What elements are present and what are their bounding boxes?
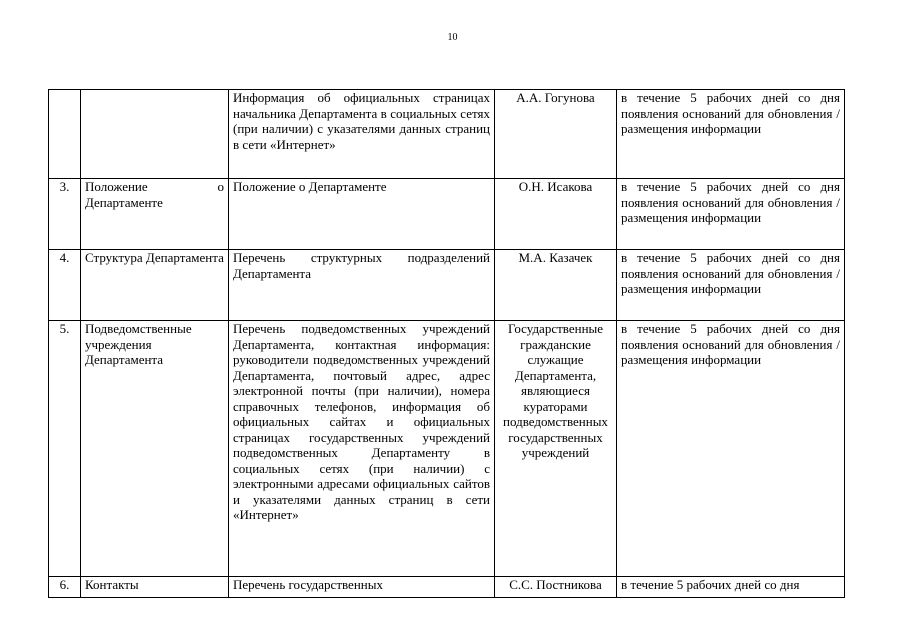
table-row [49, 179, 845, 250]
content-description: Информация об официальных страницах начальника Департамента в социальных сетях (при наличии) с указателями данных страниц в сети «Интернет» [229, 90, 495, 179]
document-table [48, 89, 845, 598]
row-number [49, 90, 81, 179]
responsible-person: О.Н. Исакова [495, 179, 617, 250]
content-description: Перечень структурных подразделений Департамента [229, 250, 495, 321]
deadline: в течение 5 рабочих дней со дня появления оснований для обновления /размещения информации [617, 90, 845, 179]
deadline: в течение 5 рабочих дней со дня появления оснований для обновления /размещения информации [617, 179, 845, 250]
section-name: Подведомственные учреждения Департамента [81, 321, 229, 577]
table-row [49, 90, 845, 179]
page-number: 10 [447, 32, 458, 43]
deadline: в течение 5 рабочих дней со дня появления оснований для обновления /размещения информации [617, 321, 845, 577]
section-name: Положение о Департаменте [81, 179, 229, 250]
row-number: 5. [49, 321, 81, 577]
responsible-person: М.А. Казачек [495, 250, 617, 321]
table-row [49, 577, 845, 598]
row-number: 4. [49, 250, 81, 321]
section-name [81, 90, 229, 179]
table-row [49, 321, 845, 577]
content-description: Перечень государственных [229, 577, 495, 598]
section-name: Структура Департамента [81, 250, 229, 321]
responsible-person: А.А. Гогунова [495, 90, 617, 179]
table-row [49, 250, 845, 321]
content-description: Положение о Департаменте [229, 179, 495, 250]
content-description: Перечень подведомственных учреждений Департамента, контактная информация: руководители подведомственных учреждений Департамента, почтовый адрес, адрес электронной почты (при наличии), номера справочных телефонов, информация об официальных сайтах и официальных страницах государственных учреждений подведомственных Департаменту в социальных сетях (при наличии) с электронными адресами официальных сайтов и указателями данных страниц в сети «Интернет» [229, 321, 495, 577]
deadline: в течение 5 рабочих дней со дня появления оснований для обновления /размещения информации [617, 250, 845, 321]
section-name: Контакты [81, 577, 229, 598]
deadline: в течение 5 рабочих дней со дня [617, 577, 845, 598]
row-number: 6. [49, 577, 81, 598]
responsible-person: Государственные гражданские служащие Департамента, являющиеся кураторами подведомственных государственных учреждений [495, 321, 617, 577]
row-number: 3. [49, 179, 81, 250]
responsible-person: С.С. Постникова [495, 577, 617, 598]
